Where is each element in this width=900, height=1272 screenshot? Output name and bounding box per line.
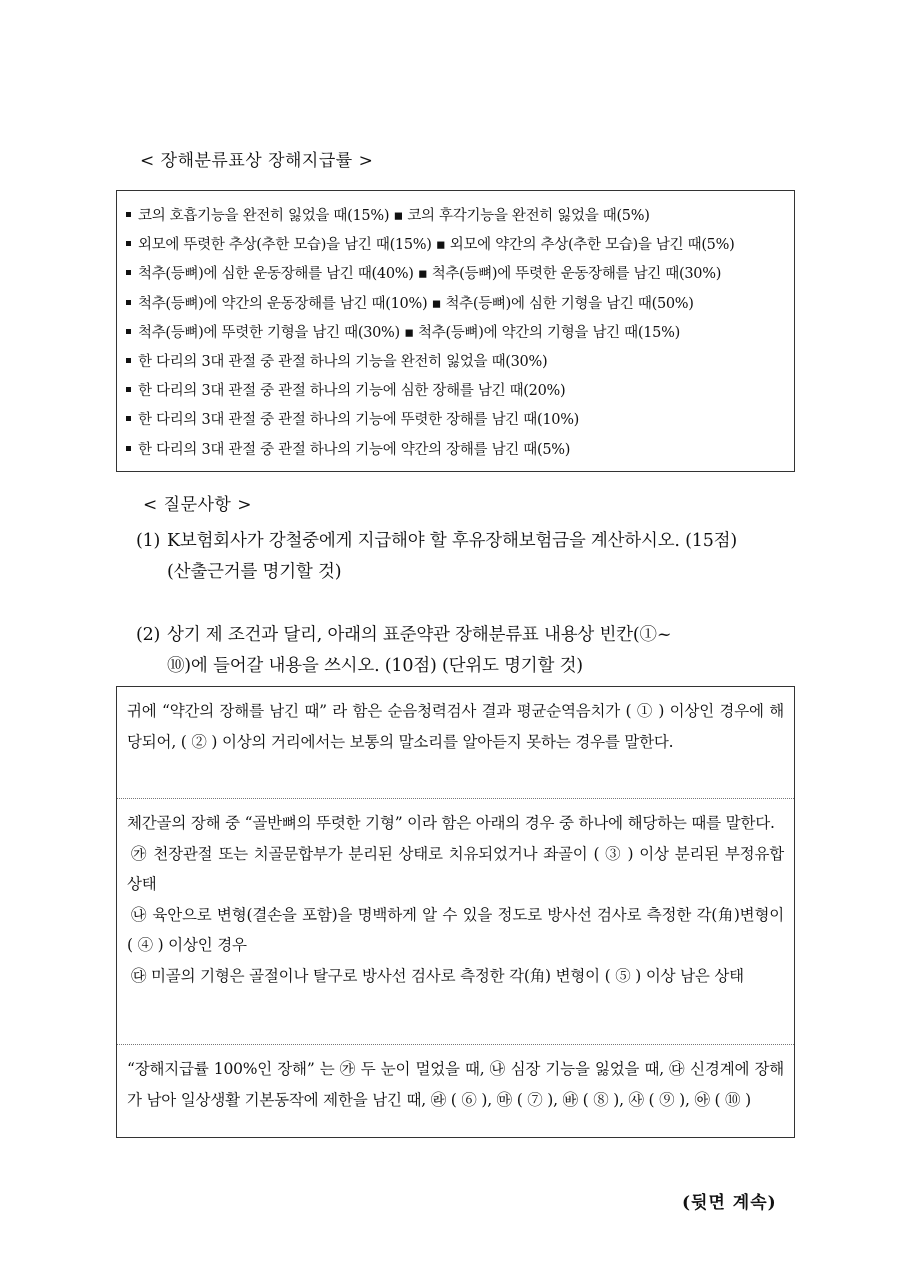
trunk-item-c: ㉰ 미골의 기형은 골절이나 탈구로 방사선 검사로 측정한 각(角) 변형이 ( ⑤ ) 이상 남은 상태 <box>131 966 744 985</box>
bullet-icon <box>126 416 131 421</box>
rate-text: 척추(등뼈)에 뚜렷한 기형을 남긴 때(30%) ▪ 척추(등뼈)에 약간의 기형을 남긴 때(15%) <box>138 324 680 341</box>
ear-text: 귀에 “약간의 장해를 남긴 때” 라 함은 순음청력검사 결과 평균순역음치가 ( ① ) 이상인 경우에 해당되어, ( ② ) 이상의 거리에서는 보통의 말소리를 알아듣지 못하는 경우를 말한다. <box>127 702 784 751</box>
question-2 <box>136 620 816 682</box>
rates-box <box>116 190 795 472</box>
rate-item <box>126 260 794 289</box>
question-number: (2) <box>136 625 161 645</box>
rate-item <box>126 319 794 348</box>
question-1 <box>136 526 816 588</box>
ear-section <box>117 687 794 798</box>
full-disability-text: “장해지급률 100%인 장해” 는 ㉮ 두 눈이 멀었을 때, ㉯ 심장 기능을 잃었을 때, ㉰ 신경계에 장해가 남아 일상생활 기본동작에 제한을 남긴 때, ㉱ ( ⑥ ), ㉲ ( ⑦ ), ㉳ ( ⑧ ), ㉴ ( ⑨ ), ㉵ ( ⑩ ) <box>127 1060 784 1109</box>
table-heading: < 장해분류표상 장해지급률 > <box>140 151 374 171</box>
rate-item <box>126 231 794 260</box>
trunk-intro: 체간골의 장해 중 “골반뼈의 뚜렷한 기형” 이라 함은 아래의 경우 중 하나에 해당하는 때를 말한다. <box>127 814 775 832</box>
question-note: (산출근거를 명기할 것) <box>167 562 342 582</box>
rate-item <box>126 377 794 406</box>
rate-item <box>126 202 794 231</box>
bullet-icon <box>126 446 131 451</box>
rate-text: 한 다리의 3대 관절 중 관절 하나의 기능에 심한 장해를 남긴 때(20%) <box>138 383 566 400</box>
trunk-item-a: ㉮ 천장관절 또는 치골문합부가 분리된 상태로 치유되었거나 좌골이 ( ③ ) 이상 분리된 부정유합 상태 <box>127 844 784 893</box>
question-number: (1) <box>136 531 161 551</box>
rates-list <box>126 202 794 465</box>
bullet-icon <box>126 270 131 275</box>
question-text: 상기 제 조건과 달리, 아래의 표준약관 장해분류표 내용상 빈칸(①~ <box>167 625 672 645</box>
question-text: K보험회사가 강철중에게 지급해야 할 후유장해보험금을 계산하시오. (15점) <box>167 531 737 551</box>
question-text-cont: ⑩)에 들어갈 내용을 쓰시오. (10점) (단위도 명기할 것) <box>167 656 583 676</box>
trunk-item-b: ㉯ 육안으로 변형(결손을 포함)을 명백하게 알 수 있을 정도로 방사선 검사로 측정한 각(角)변형이 ( ④ ) 이상인 경우 <box>127 905 784 954</box>
rate-item <box>126 290 794 319</box>
rate-text: 코의 호흡기능을 완전히 잃었을 때(15%) ▪ 코의 후각기능을 완전히 잃었을 때(5%) <box>138 208 650 224</box>
trunk-section <box>117 798 794 1044</box>
questions-heading: < 질문사항 > <box>143 495 252 515</box>
continued-note: (뒷면 계속) <box>682 1193 777 1213</box>
rate-text: 한 다리의 3대 관절 중 관절 하나의 기능에 약간의 장해를 남긴 때(5%) <box>138 441 571 458</box>
rate-text: 척추(등뼈)에 심한 운동장해를 남긴 때(40%) ▪ 척추(등뼈)에 뚜렷한 운동장해를 남긴 때(30%) <box>138 266 722 283</box>
rate-text: 외모에 뚜렷한 추상(추한 모습)을 남긴 때(15%) ▪ 외모에 약간의 추상(추한 모습)을 남긴 때(5%) <box>138 237 735 254</box>
rate-text: 한 다리의 3대 관절 중 관절 하나의 기능에 뚜렷한 장해를 남긴 때(10%) <box>138 412 580 429</box>
bullet-icon <box>126 212 131 217</box>
bullet-icon <box>126 387 131 392</box>
bullet-icon <box>126 358 131 363</box>
rate-item <box>126 436 794 465</box>
bullet-icon <box>126 329 131 334</box>
bullet-icon <box>126 241 131 246</box>
rate-text: 척추(등뼈)에 약간의 운동장해를 남긴 때(10%) ▪ 척추(등뼈)에 심한 기형을 남긴 때(50%) <box>138 295 694 312</box>
rate-item <box>126 348 794 377</box>
classification-table <box>116 686 795 1138</box>
rate-item <box>126 406 794 435</box>
full-disability-section <box>117 1044 794 1121</box>
rate-text: 한 다리의 3대 관절 중 관절 하나의 기능을 완전히 잃었을 때(30%) <box>138 354 548 371</box>
bullet-icon <box>126 300 131 305</box>
